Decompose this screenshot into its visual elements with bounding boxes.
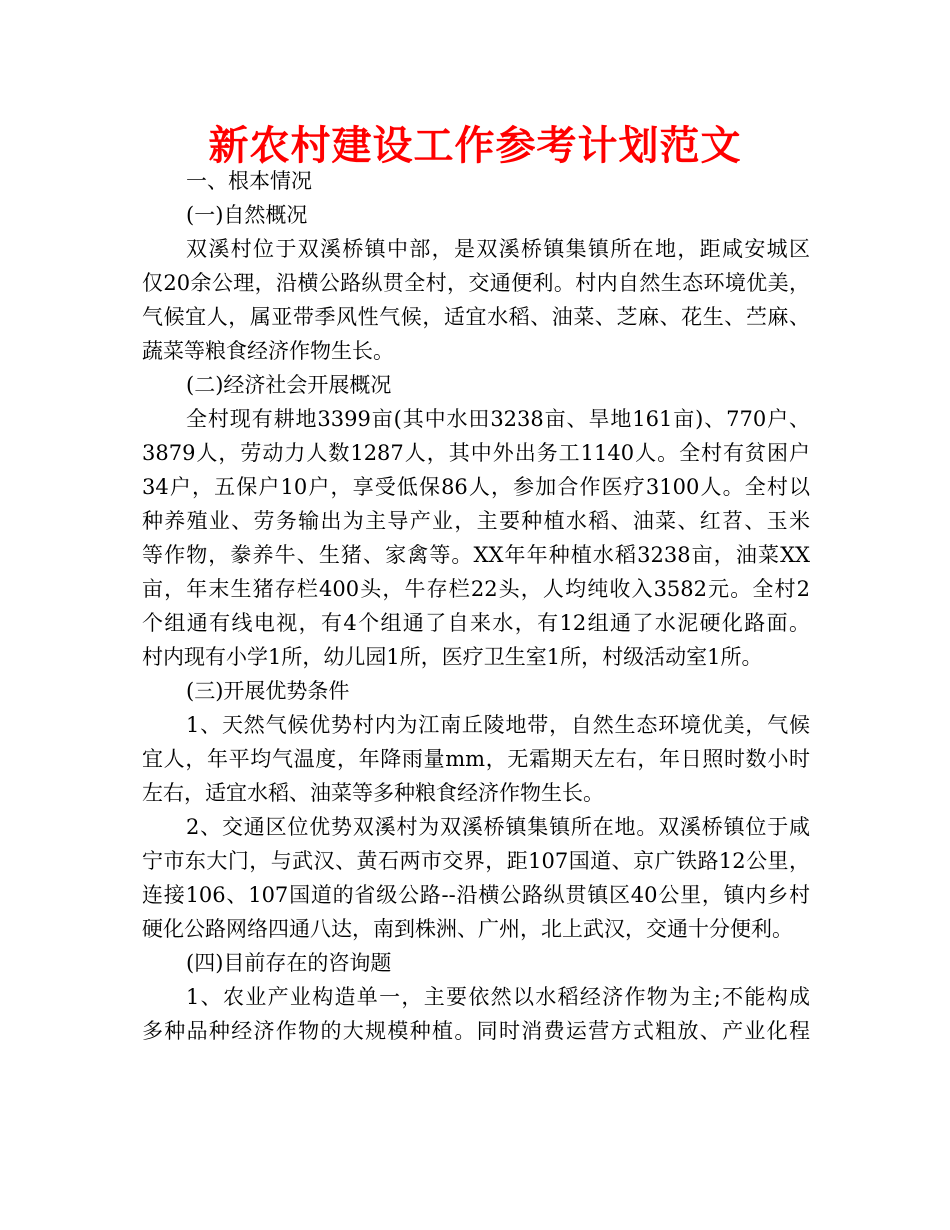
- text-line: 宁市东大门，与武汉、黄石两市交界，距107国道、京广铁路12公里，: [142, 849, 810, 873]
- subheading-natural-overview: (一)自然概况: [186, 203, 308, 227]
- paragraph-transport-advantage: [142, 810, 810, 946]
- document-body: [142, 164, 810, 1048]
- text-line: 个组通有线电视，有4个组通了自来水，有12组通了水泥硬化路面。: [142, 611, 810, 635]
- text-line: 亩，年末生猪存栏400头，牛存栏22头，人均纯收入3582元。全村2: [142, 577, 810, 601]
- text-line: 气候宜人，属亚带季风性气候，适宜水稻、油菜、芝麻、花生、苎麻、: [142, 305, 810, 329]
- document-title: 新农村建设工作参考计划范文: [208, 122, 742, 169]
- text-line: 连接106、107国道的省级公路--沿横公路纵贯镇区40公里，镇内乡村: [142, 883, 810, 907]
- text-line: 多种品种经济作物的大规模种植。同时消费运营方式粗放、产业化程: [142, 1019, 810, 1043]
- text-line: 2、交通区位优势双溪村为双溪桥镇集镇所在地。双溪桥镇位于咸: [186, 815, 810, 839]
- text-line: 蔬菜等粮食经济作物生长。: [142, 339, 394, 363]
- text-line: 硬化公路网络四通八达，南到株洲、广州，北上武汉，交通十分便利。: [142, 917, 793, 941]
- text-line: 全村现有耕地3399亩(其中水田3238亩、旱地161亩)、770户、: [186, 407, 810, 431]
- text-line: 双溪村位于双溪桥镇中部，是双溪桥镇集镇所在地，距咸安城区: [186, 237, 810, 261]
- paragraph-economic-overview: [142, 402, 810, 674]
- text-line: 仅20余公理，沿横公路纵贯全村，交通便利。村内自然生态环境优美，: [142, 271, 810, 295]
- text-line: 1、天然气候优势村内为江南丘陵地带，自然生态环境优美，气候: [186, 713, 810, 737]
- paragraph-current-issues: [142, 980, 810, 1048]
- text-line: 左右，适宜水稻、油菜等多种粮食经济作物生长。: [142, 781, 604, 805]
- text-line: 等作物，豢养牛、生猪、家禽等。XX年年种植水稻3238亩，油菜XX: [142, 543, 810, 567]
- text-line: 村内现有小学1所，幼儿园1所，医疗卫生室1所，村级活动室1所。: [142, 645, 763, 669]
- paragraph-climate-advantage: [142, 708, 810, 810]
- subheading-current-issues: (四)目前存在的咨询题: [186, 951, 392, 975]
- text-line: 3879人，劳动力人数1287人，其中外出务工1140人。全村有贫困户: [142, 441, 810, 465]
- subheading-economic-overview: (二)经济社会开展概况: [186, 373, 392, 397]
- paragraph-natural-overview: [142, 232, 810, 368]
- text-line: 种养殖业、劳务输出为主导产业，主要种植水稻、油菜、红苕、玉米: [142, 509, 810, 533]
- section-heading-basic-situation: 一、根本情况: [186, 169, 312, 193]
- subheading-advantage-conditions: (三)开展优势条件: [186, 679, 350, 703]
- text-line: 宜人，年平均气温度，年降雨量mm，无霜期天左右，年日照时数小时: [142, 747, 810, 771]
- text-line: 1、农业产业构造单一，主要依然以水稻经济作物为主;不能构成: [186, 985, 810, 1009]
- text-line: 34户，五保户10户，享受低保86人，参加合作医疗3100人。全村以: [142, 475, 810, 499]
